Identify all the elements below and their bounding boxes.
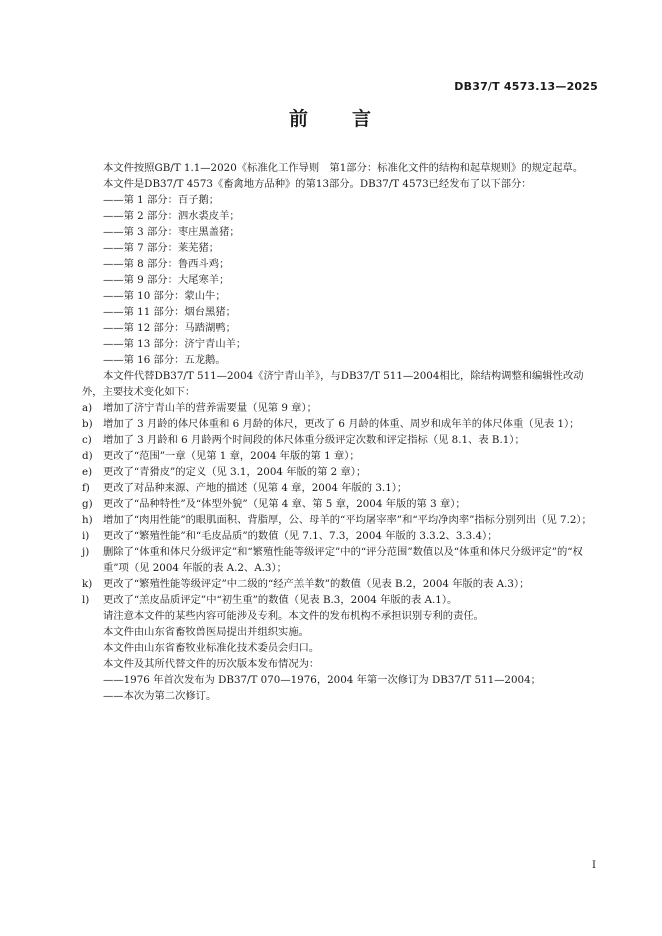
foreword-body: [82, 160, 600, 704]
list-item: ——第 2 部分：泗水裘皮羊；: [103, 210, 240, 222]
item-label: j): [82, 546, 90, 558]
item-label: e): [82, 466, 93, 478]
item-text: 更改了“羔皮品质评定”中“初生重”的数值（见表 B.3，2004 年版的表 A.1）。: [103, 594, 458, 606]
list-item: [82, 496, 600, 512]
list-item: ——第 13 部分：济宁青山羊；: [103, 338, 247, 350]
item-text: 更改了“繁殖性能等级评定”中二级的“经产羔羊数”的数值（见表 B.2，2004 年版的表 A.3）；: [103, 578, 530, 590]
paragraph-series-intro: 本文件是DB37/T 4573《畜禽地方品种》的第13部分。DB37/T 4573已经发布了以下部分：: [103, 178, 532, 190]
document-code: DB37/T 4573.13—2025: [454, 80, 598, 93]
item-label: i): [82, 530, 90, 542]
list-item: [82, 512, 600, 528]
list-item: [82, 464, 600, 480]
list-item: ——第 9 部分：大尾寒羊；: [103, 274, 230, 286]
item-label: h): [82, 514, 93, 526]
paragraph-replacement: 本文件代替DB37/T 511—2004《济宁青山羊》，与DB37/T 511—2004相比，除结构调整和编辑性改动外，主要技术变化如下：: [82, 370, 584, 398]
changes-list: [82, 400, 600, 608]
item-label: g): [82, 498, 93, 510]
list-item: ——第 3 部分：枣庄黑盖猪；: [103, 226, 240, 238]
paragraph-history-intro: 本文件及其所代替文件的历次版本发布情况为：: [103, 658, 320, 670]
item-text: 更改了“范围”一章（见第 1 章，2004 年版的第 1 章）；: [103, 450, 360, 462]
list-item: [82, 592, 600, 608]
item-label: a): [82, 402, 93, 414]
item-label: l): [82, 594, 90, 606]
history-item: ——1976 年首次发布为 DB37/T 070—1976，2004 年第一次修订为 DB37/T 511—2004；: [103, 674, 541, 686]
list-item: [82, 528, 600, 544]
page-number: I: [592, 860, 596, 871]
item-text: 增加了济宁青山羊的营养需要量（见第 9 章）；: [103, 402, 317, 414]
list-item: [82, 416, 600, 432]
title-char-1: 前: [288, 108, 310, 130]
title-char-2: 言: [352, 108, 374, 130]
page-title: [0, 104, 662, 131]
item-label: c): [82, 434, 92, 446]
parts-list: [82, 192, 600, 368]
item-label: b): [82, 418, 93, 430]
list-item: ——第 8 部分：鲁西斗鸡；: [103, 258, 230, 270]
list-item: [82, 480, 600, 496]
list-item: [82, 544, 600, 576]
item-text: 更改了“繁殖性能”和“毛皮品质”的数值（见 7.1、7.3，2004 年版的 3.3.2、3.3.4）；: [103, 530, 498, 542]
paragraph-committee: 本文件由山东省畜牧业标准化技术委员会归口。: [103, 642, 320, 654]
item-text: 更改了“青猾皮”的定义（见 3.1，2004 年版的第 2 章）；: [103, 466, 367, 478]
item-label: k): [82, 578, 93, 590]
list-item: [82, 448, 600, 464]
list-item: ——第 7 部分：莱芜猪；: [103, 242, 220, 254]
item-text: 删除了“体重和体尺分级评定”和“繁殖性能等级评定”中的“评分范围”数值以及“体重和体尺分级评定”的“权重”项（见 2004 年版的表 A.2、A.3）；: [103, 546, 583, 574]
item-text: 增加了 3 月龄和 6 月龄两个时间段的体尺体重分级评定次数和评定指标（见 8.1、表 B.1）；: [103, 434, 525, 446]
paragraph-proposer: 本文件由山东省畜牧兽医局提出并组织实施。: [103, 626, 309, 638]
list-item: ——第 11 部分：烟台黑猪；: [103, 306, 236, 318]
list-item: [82, 432, 600, 448]
item-text: 增加了“肉用性能”的眼肌面积、背脂厚，公、母羊的“平均屠宰率”和“平均净肉率”指标分别列出（见 7.2）；: [103, 514, 592, 526]
list-item: ——第 10 部分：蒙山牛；: [103, 290, 226, 302]
paragraph-standard-basis: 本文件按照GB/T 1.1—2020《标准化工作导则 第1部分：标准化文件的结构和起草规则》的规定起草。: [103, 162, 584, 174]
item-text: 更改了“品种特性”及“体型外貌”（见第 4 章、第 5 章，2004 年版的第 3 章）；: [103, 498, 466, 510]
item-label: d): [82, 450, 93, 462]
item-text: 增加了 3 月龄的体尺体重和 6 月龄的体尺，更改了 6 月龄的体重、周岁和成年羊的体尺体重（见表 1）；: [103, 418, 580, 430]
list-item: ——第 16 部分：五龙鹅。: [103, 354, 226, 366]
history-item: ——本次为第二次修订。: [103, 690, 217, 702]
item-text: 更改了对品种来源、产地的描述（见第 4 章，2004 年版的 3.1）；: [103, 482, 408, 494]
list-item: ——第 12 部分：马踏湖鸭；: [103, 322, 236, 334]
paragraph-patent-notice: 请注意本文件的某些内容可能涉及专利。本文件的发布机构不承担识别专利的责任。: [103, 610, 484, 622]
list-item: ——第 1 部分：百子鹅；: [103, 194, 220, 206]
list-item: [82, 576, 600, 592]
list-item: [82, 400, 600, 416]
item-label: f): [82, 482, 90, 494]
